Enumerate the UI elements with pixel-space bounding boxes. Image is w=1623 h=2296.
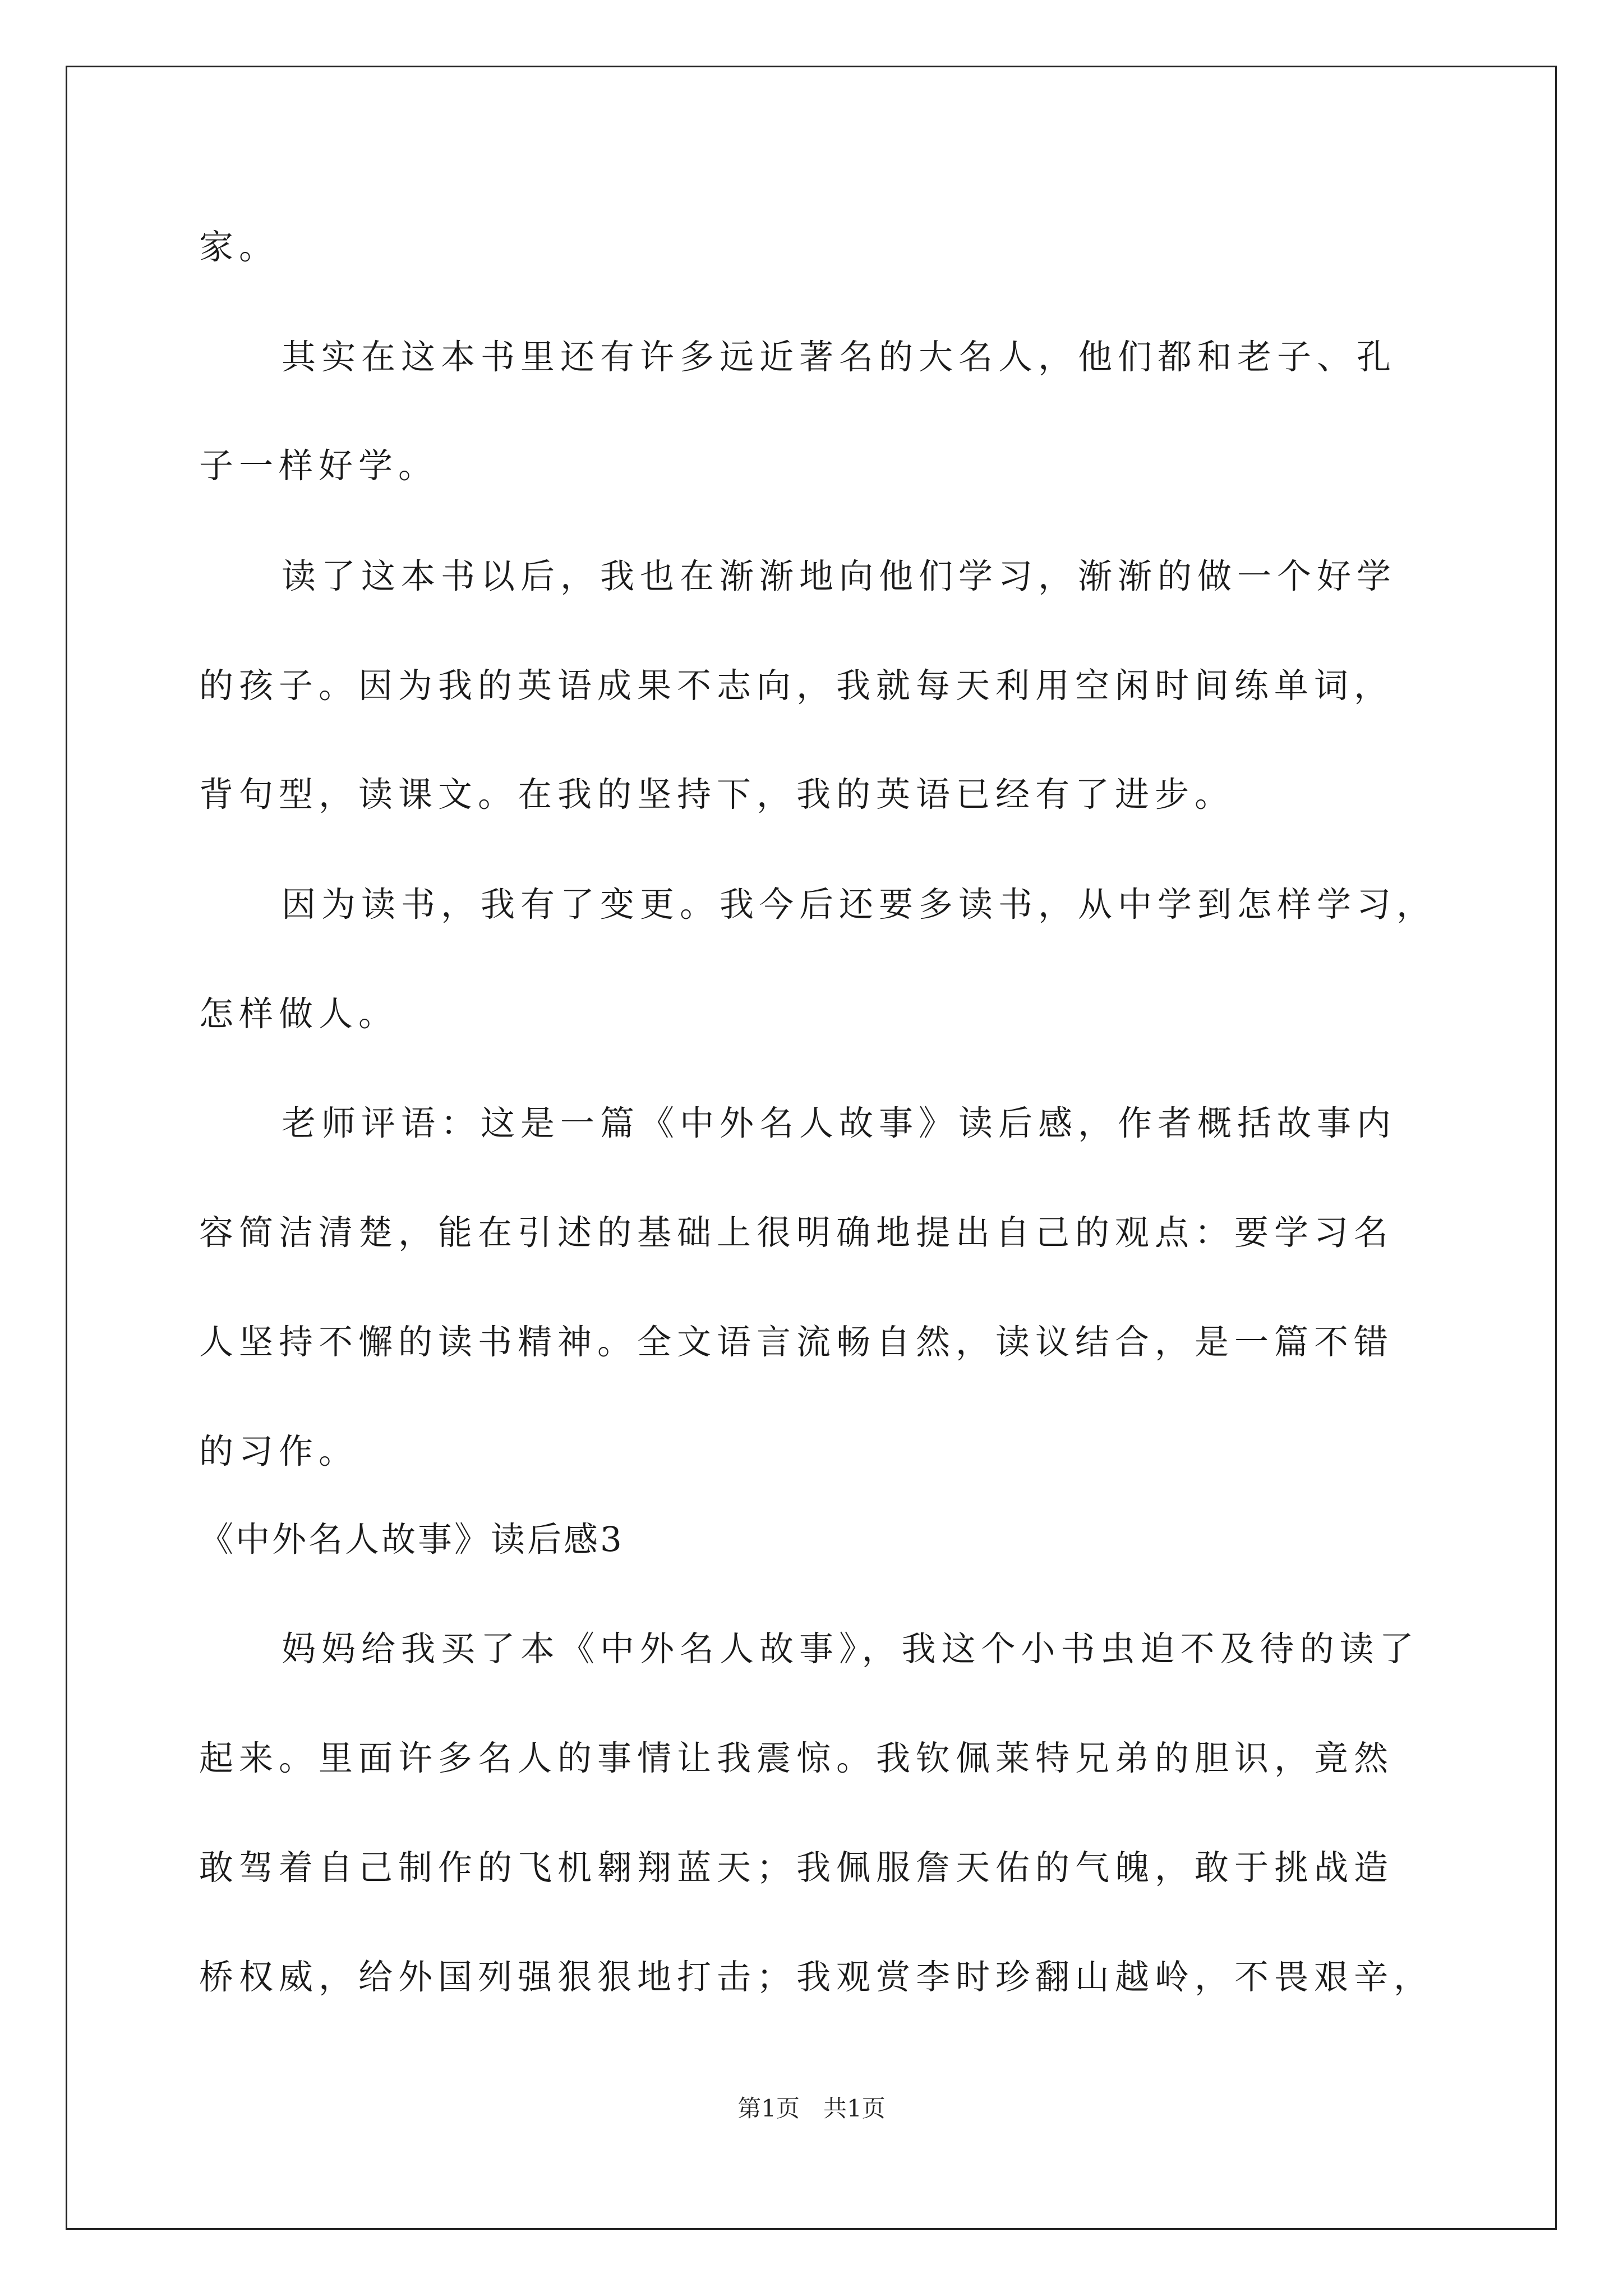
paragraph-line: 人坚持不懈的读书精神。全文语言流畅自然，读议结合，是一篇不错 xyxy=(199,1322,1394,1362)
paragraph-line: 家。 xyxy=(199,227,279,267)
page-border xyxy=(66,66,1557,2230)
paragraph-line: 妈妈给我买了本《中外名人故事》，我这个小书虫迫不及待的读了 xyxy=(282,1629,1419,1669)
paragraph-line: 起来。里面许多名人的事情让我震惊。我钦佩莱特兄弟的胆识，竟然 xyxy=(199,1738,1394,1778)
paragraph-line: 子一样好学。 xyxy=(199,446,439,486)
paragraph-line: 读了这本书以后，我也在渐渐地向他们学习，渐渐的做一个好学 xyxy=(282,556,1397,596)
paragraph-line: 的孩子。因为我的英语成果不志向，我就每天利用空闲时间练单词， xyxy=(199,666,1394,706)
paragraph-line: 桥权威，给外国列强狠狠地打击；我观赏李时珍翻山越岭，不畏艰辛， xyxy=(199,1957,1434,1997)
paragraph-line: 容简洁清楚，能在引述的基础上很明确地提出自己的观点：要学习名 xyxy=(199,1213,1394,1253)
paragraph-line: 背句型，读课文。在我的坚持下，我的英语已经有了进步。 xyxy=(199,775,1235,815)
paragraph-line: 其实在这本书里还有许多远近著名的大名人，他们都和老子、孔 xyxy=(282,337,1397,377)
section-heading: 《中外名人故事》读后感3 xyxy=(199,1520,624,1559)
page-number-footer: 第1页 共1页 xyxy=(737,2095,886,2122)
paragraph-line: 的习作。 xyxy=(199,1432,359,1471)
paragraph-line: 怎样做人。 xyxy=(199,994,399,1034)
paragraph-line: 因为读书，我有了变更。我今后还要多读书，从中学到怎样学习， xyxy=(282,885,1437,924)
paragraph-line: 敢驾着自己制作的飞机翱翔蓝天；我佩服詹天佑的气魄，敢于挑战造 xyxy=(199,1848,1394,1888)
paragraph-line: 老师评语：这是一篇《中外名人故事》读后感，作者概括故事内 xyxy=(282,1103,1397,1143)
